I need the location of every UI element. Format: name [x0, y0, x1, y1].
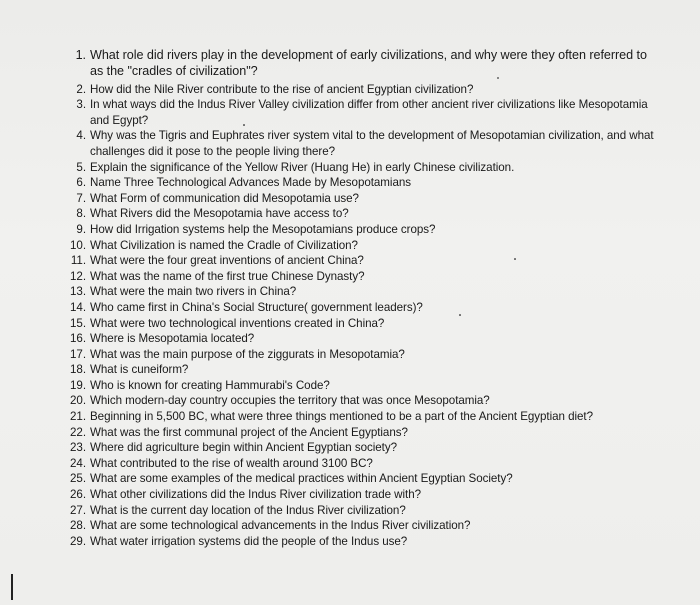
item-number: 26.	[70, 488, 86, 502]
item-text: What is cuneiform?	[90, 363, 189, 377]
item-text: Why was the Tigris and Euphrates river system vital to the development of Mesopotamian civilization, and what challenges did it pose to the people living there?	[90, 129, 654, 158]
list-item	[56, 347, 656, 363]
item-text: What was the first communal project of the Ancient Egyptians?	[90, 425, 408, 439]
list-item	[56, 48, 656, 80]
item-text: What was the main purpose of the ziggurats in Mesopotamia?	[90, 347, 405, 361]
item-number: 22.	[70, 425, 86, 439]
item-text: In what ways did the Indus River Valley civilization differ from other ancient river civilizations like Mesopotamia and Egypt?	[90, 98, 648, 127]
item-text: What role did rivers play in the development of early civilizations, and why were they often referred to as the "cradles of civilization"?	[90, 48, 647, 78]
item-number: 8.	[76, 207, 86, 221]
item-text: What are some examples of the medical practices within Ancient Egyptian Society?	[90, 472, 513, 486]
item-number: 14.	[70, 300, 86, 314]
item-number: 19.	[70, 378, 86, 392]
item-number: 4.	[76, 129, 86, 143]
item-text: What are some technological advancements in the Indus River civilization?	[90, 519, 471, 533]
list-item	[56, 253, 656, 269]
item-number: 16.	[70, 332, 86, 346]
item-number: 3.	[76, 98, 86, 112]
list-item	[56, 284, 656, 300]
item-text: How did Irrigation systems help the Mesopotamians produce crops?	[90, 222, 436, 236]
item-number: 13.	[70, 285, 86, 299]
list-item	[56, 331, 656, 347]
item-text: What were the four great inventions of ancient China?	[90, 254, 364, 268]
item-number: 7.	[76, 191, 86, 205]
item-text: Who is known for creating Hammurabi's Code?	[90, 378, 330, 392]
list-item	[56, 425, 656, 441]
item-text: Name Three Technological Advances Made by Mesopotamians	[90, 176, 411, 190]
item-number: 21.	[70, 410, 86, 424]
item-number: 15.	[70, 316, 86, 330]
stray-mark	[497, 77, 499, 79]
list-item	[56, 409, 656, 425]
item-number: 1.	[75, 48, 86, 62]
list-item	[56, 471, 656, 487]
item-text: What other civilizations did the Indus River civilization trade with?	[90, 488, 421, 502]
item-number: 20.	[70, 394, 86, 408]
item-number: 24.	[70, 456, 86, 470]
list-item	[56, 393, 656, 409]
list-item	[56, 97, 656, 128]
item-text: What Rivers did the Mesopotamia have access to?	[90, 207, 349, 221]
list-item	[56, 534, 656, 550]
stray-mark	[514, 258, 516, 260]
list-item	[56, 316, 656, 332]
item-text: What Form of communication did Mesopotamia use?	[90, 191, 359, 205]
text-cursor	[11, 574, 13, 600]
item-number: 17.	[70, 347, 86, 361]
item-text: How did the Nile River contribute to the rise of ancient Egyptian civilization?	[90, 82, 474, 96]
item-number: 29.	[70, 534, 86, 548]
item-number: 25.	[70, 472, 86, 486]
item-text: Explain the significance of the Yellow River (Huang He) in early Chinese civilization.	[90, 160, 515, 174]
item-number: 10.	[70, 238, 86, 252]
question-list	[56, 48, 656, 549]
list-item	[56, 191, 656, 207]
item-text: What was the name of the first true Chinese Dynasty?	[90, 269, 365, 283]
list-item	[56, 128, 656, 159]
list-item	[56, 222, 656, 238]
list-item	[56, 300, 656, 316]
item-number: 5.	[76, 160, 86, 174]
item-text: Which modern-day country occupies the territory that was once Mesopotamia?	[90, 394, 490, 408]
item-text: Where did agriculture begin within Ancient Egyptian society?	[90, 441, 397, 455]
list-item	[56, 206, 656, 222]
list-item	[56, 160, 656, 176]
item-number: 23.	[70, 441, 86, 455]
item-number: 2.	[76, 82, 86, 96]
item-number: 12.	[70, 269, 86, 283]
item-text: What contributed to the rise of wealth around 3100 BC?	[90, 456, 373, 470]
list-item	[56, 238, 656, 254]
list-item	[56, 362, 656, 378]
list-item	[56, 487, 656, 503]
stray-mark	[459, 314, 461, 316]
item-text: What water irrigation systems did the people of the Indus use?	[90, 534, 408, 548]
item-number: 11.	[70, 254, 86, 268]
list-item	[56, 456, 656, 472]
item-text: Where is Mesopotamia located?	[90, 332, 255, 346]
list-item	[56, 175, 656, 191]
item-number: 9.	[76, 222, 86, 236]
list-item	[56, 503, 656, 519]
item-number: 18.	[70, 363, 86, 377]
list-item	[56, 82, 656, 98]
item-text: What were the main two rivers in China?	[90, 285, 297, 299]
item-text: What is the current day location of the Indus River civilization?	[90, 503, 406, 517]
stray-mark	[243, 124, 245, 126]
list-item	[56, 378, 656, 394]
item-text: Beginning in 5,500 BC, what were three things mentioned to be a part of the Ancient Egyptian diet?	[90, 410, 593, 424]
list-item	[56, 440, 656, 456]
item-text: What Civilization is named the Cradle of Civilization?	[90, 238, 358, 252]
item-number: 28.	[70, 519, 86, 533]
list-item	[56, 269, 656, 285]
item-text: What were two technological inventions created in China?	[90, 316, 385, 330]
item-number: 27.	[70, 503, 86, 517]
item-number: 6.	[76, 176, 86, 190]
item-text: Who came first in China's Social Structure( government leaders)?	[90, 300, 423, 314]
list-item	[56, 518, 656, 534]
